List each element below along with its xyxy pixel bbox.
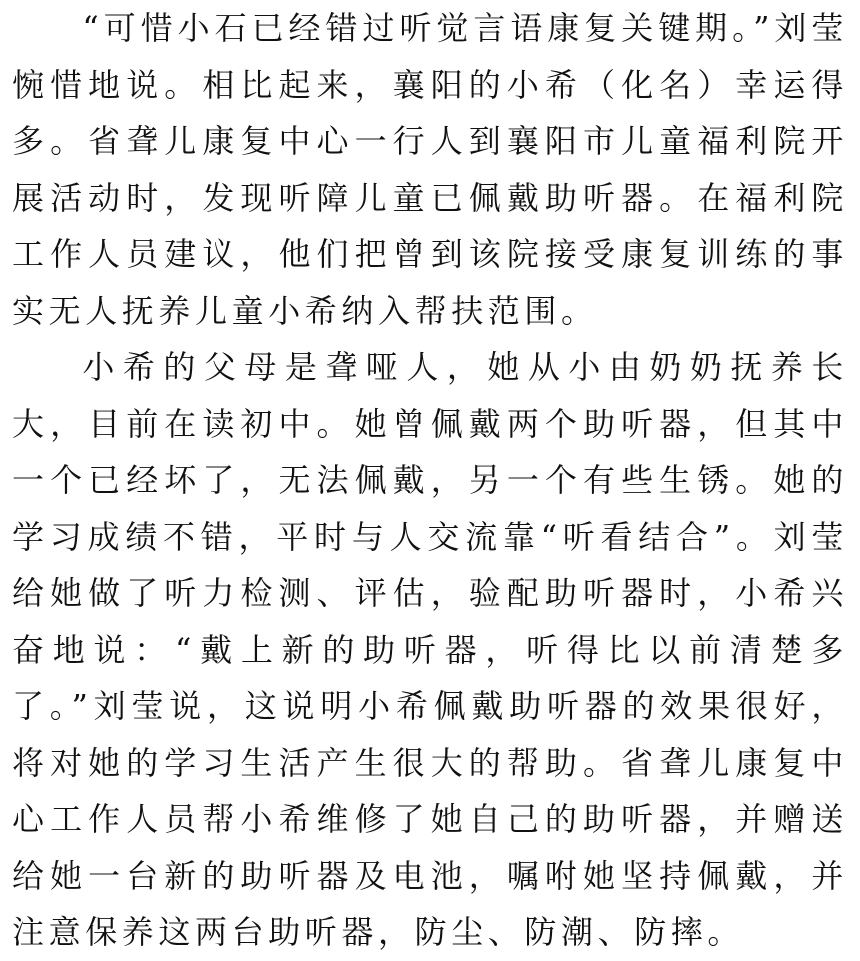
paragraph-1: “可惜小石已经错过听觉言语康复关键期。”刘莹惋惜地说。相比起来，襄阳的小希（化名）幸运得多。省聋儿康复中心一行人到襄阳市儿童福利院开展活动时，发现听障儿童已佩戴助听器。在福利院工作人员建议，他们把曾到该院接受康复训练的事实无人抚养儿童小希纳入帮扶范围。 <box>12 9 848 330</box>
paragraph-2: 小希的父母是聋哑人，她从小由奶奶抚养长大，目前在读初中。她曾佩戴两个助听器，但其中一个已经坏了，无法佩戴，另一个有些生锈。她的学习成绩不错，平时与人交流靠“听看结合”。刘莹给她做了听力检测、评估，验配助听器时，小希兴奋地说：“戴上新的助听器，听得比以前清楚多了。”刘莹说，这说明小希佩戴助听器的效果很好，将对她的学习生活产生很大的帮助。省聋儿康复中心工作人员帮小希维修了她自己的助听器，并赠送给她一台新的助听器及电池，嘱咐她坚持佩戴，并注意保养这两台助听器，防尘、防潮、防摔。 <box>12 348 848 951</box>
article-body <box>12 0 848 961</box>
